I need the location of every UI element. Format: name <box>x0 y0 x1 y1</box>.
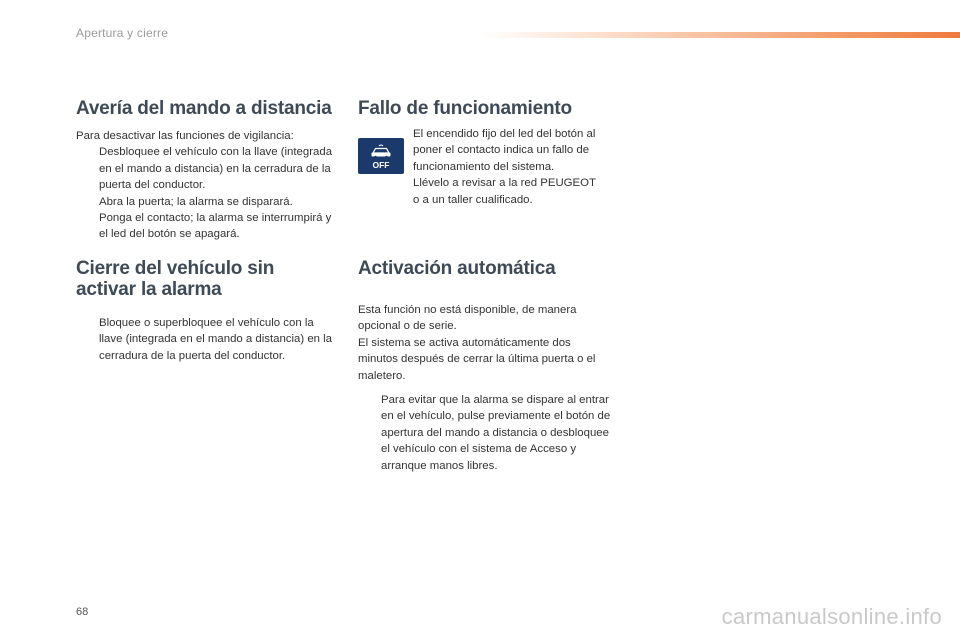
watermark: carmanualsonline.info <box>721 604 942 629</box>
off-label: OFF <box>372 160 390 170</box>
text-line: opcional o de serie. <box>358 320 457 333</box>
list-item: Desbloquee el vehículo con la llave (integrada en el mando a distancia) en la cerradura de la puerta del conductor. <box>99 146 333 192</box>
auto-activation-paragraph <box>358 302 638 384</box>
list-item: Bloquee o superbloquee el vehículo con la llave (integrada en el mando a distancia) en la cerradura de la puerta del conductor. <box>99 317 333 362</box>
lock-without-alarm-section <box>76 258 338 364</box>
title-line: Cierre del vehículo sin <box>76 258 275 279</box>
text-line: minutos después de cerrar la última puerta o el <box>358 353 596 366</box>
auto-activation-section <box>358 258 638 474</box>
header-accent-bar <box>480 32 960 38</box>
malfunction-text <box>413 126 643 208</box>
remote-failure-intro: Para desactivar las funciones de vigilancia: <box>76 130 294 142</box>
lock-without-alarm-title <box>76 258 338 300</box>
list-item: Abra la puerta; la alarma se disparará. <box>99 195 293 208</box>
list-item: Para evitar que la alarma se dispare al entrar en el vehículo, pulse previamente el botón de apertura del mando a distancia o desbloquee el vehículo con el sistema de Acceso y arranque manos libres. <box>381 394 611 472</box>
text-line: Esta función no está disponible, de manera <box>358 304 577 316</box>
malfunction-section <box>358 98 638 119</box>
section-title: Apertura y cierre <box>76 26 169 40</box>
text-line: Llévelo a revisar a la red PEUGEOT <box>413 177 596 190</box>
malfunction-title: Fallo de funcionamiento <box>358 98 572 119</box>
remote-failure-title: Avería del mando a distancia <box>76 98 332 119</box>
lock-without-alarm-list <box>76 315 338 364</box>
text-line: maletero. <box>358 369 406 382</box>
text-line: El sistema se activa automáticamente dos <box>358 336 571 349</box>
remote-failure-list <box>76 144 338 242</box>
alarm-button-icon <box>358 138 404 174</box>
text-line: o a un taller cualificado. <box>413 193 533 206</box>
text-line: El encendido fijo del led del botón al <box>413 128 596 140</box>
page-number: 68 <box>76 606 89 618</box>
title-line: activar la alarma <box>76 279 222 300</box>
text-line: poner el contacto indica un fallo de <box>413 144 590 157</box>
remote-failure-section <box>76 98 338 243</box>
list-item: Ponga el contacto; la alarma se interrumpirá y el led del botón se apagará. <box>99 212 332 241</box>
auto-activation-list <box>358 392 620 474</box>
text-line: funcionamiento del sistema. <box>413 160 555 173</box>
auto-activation-title: Activación automática <box>358 258 556 279</box>
